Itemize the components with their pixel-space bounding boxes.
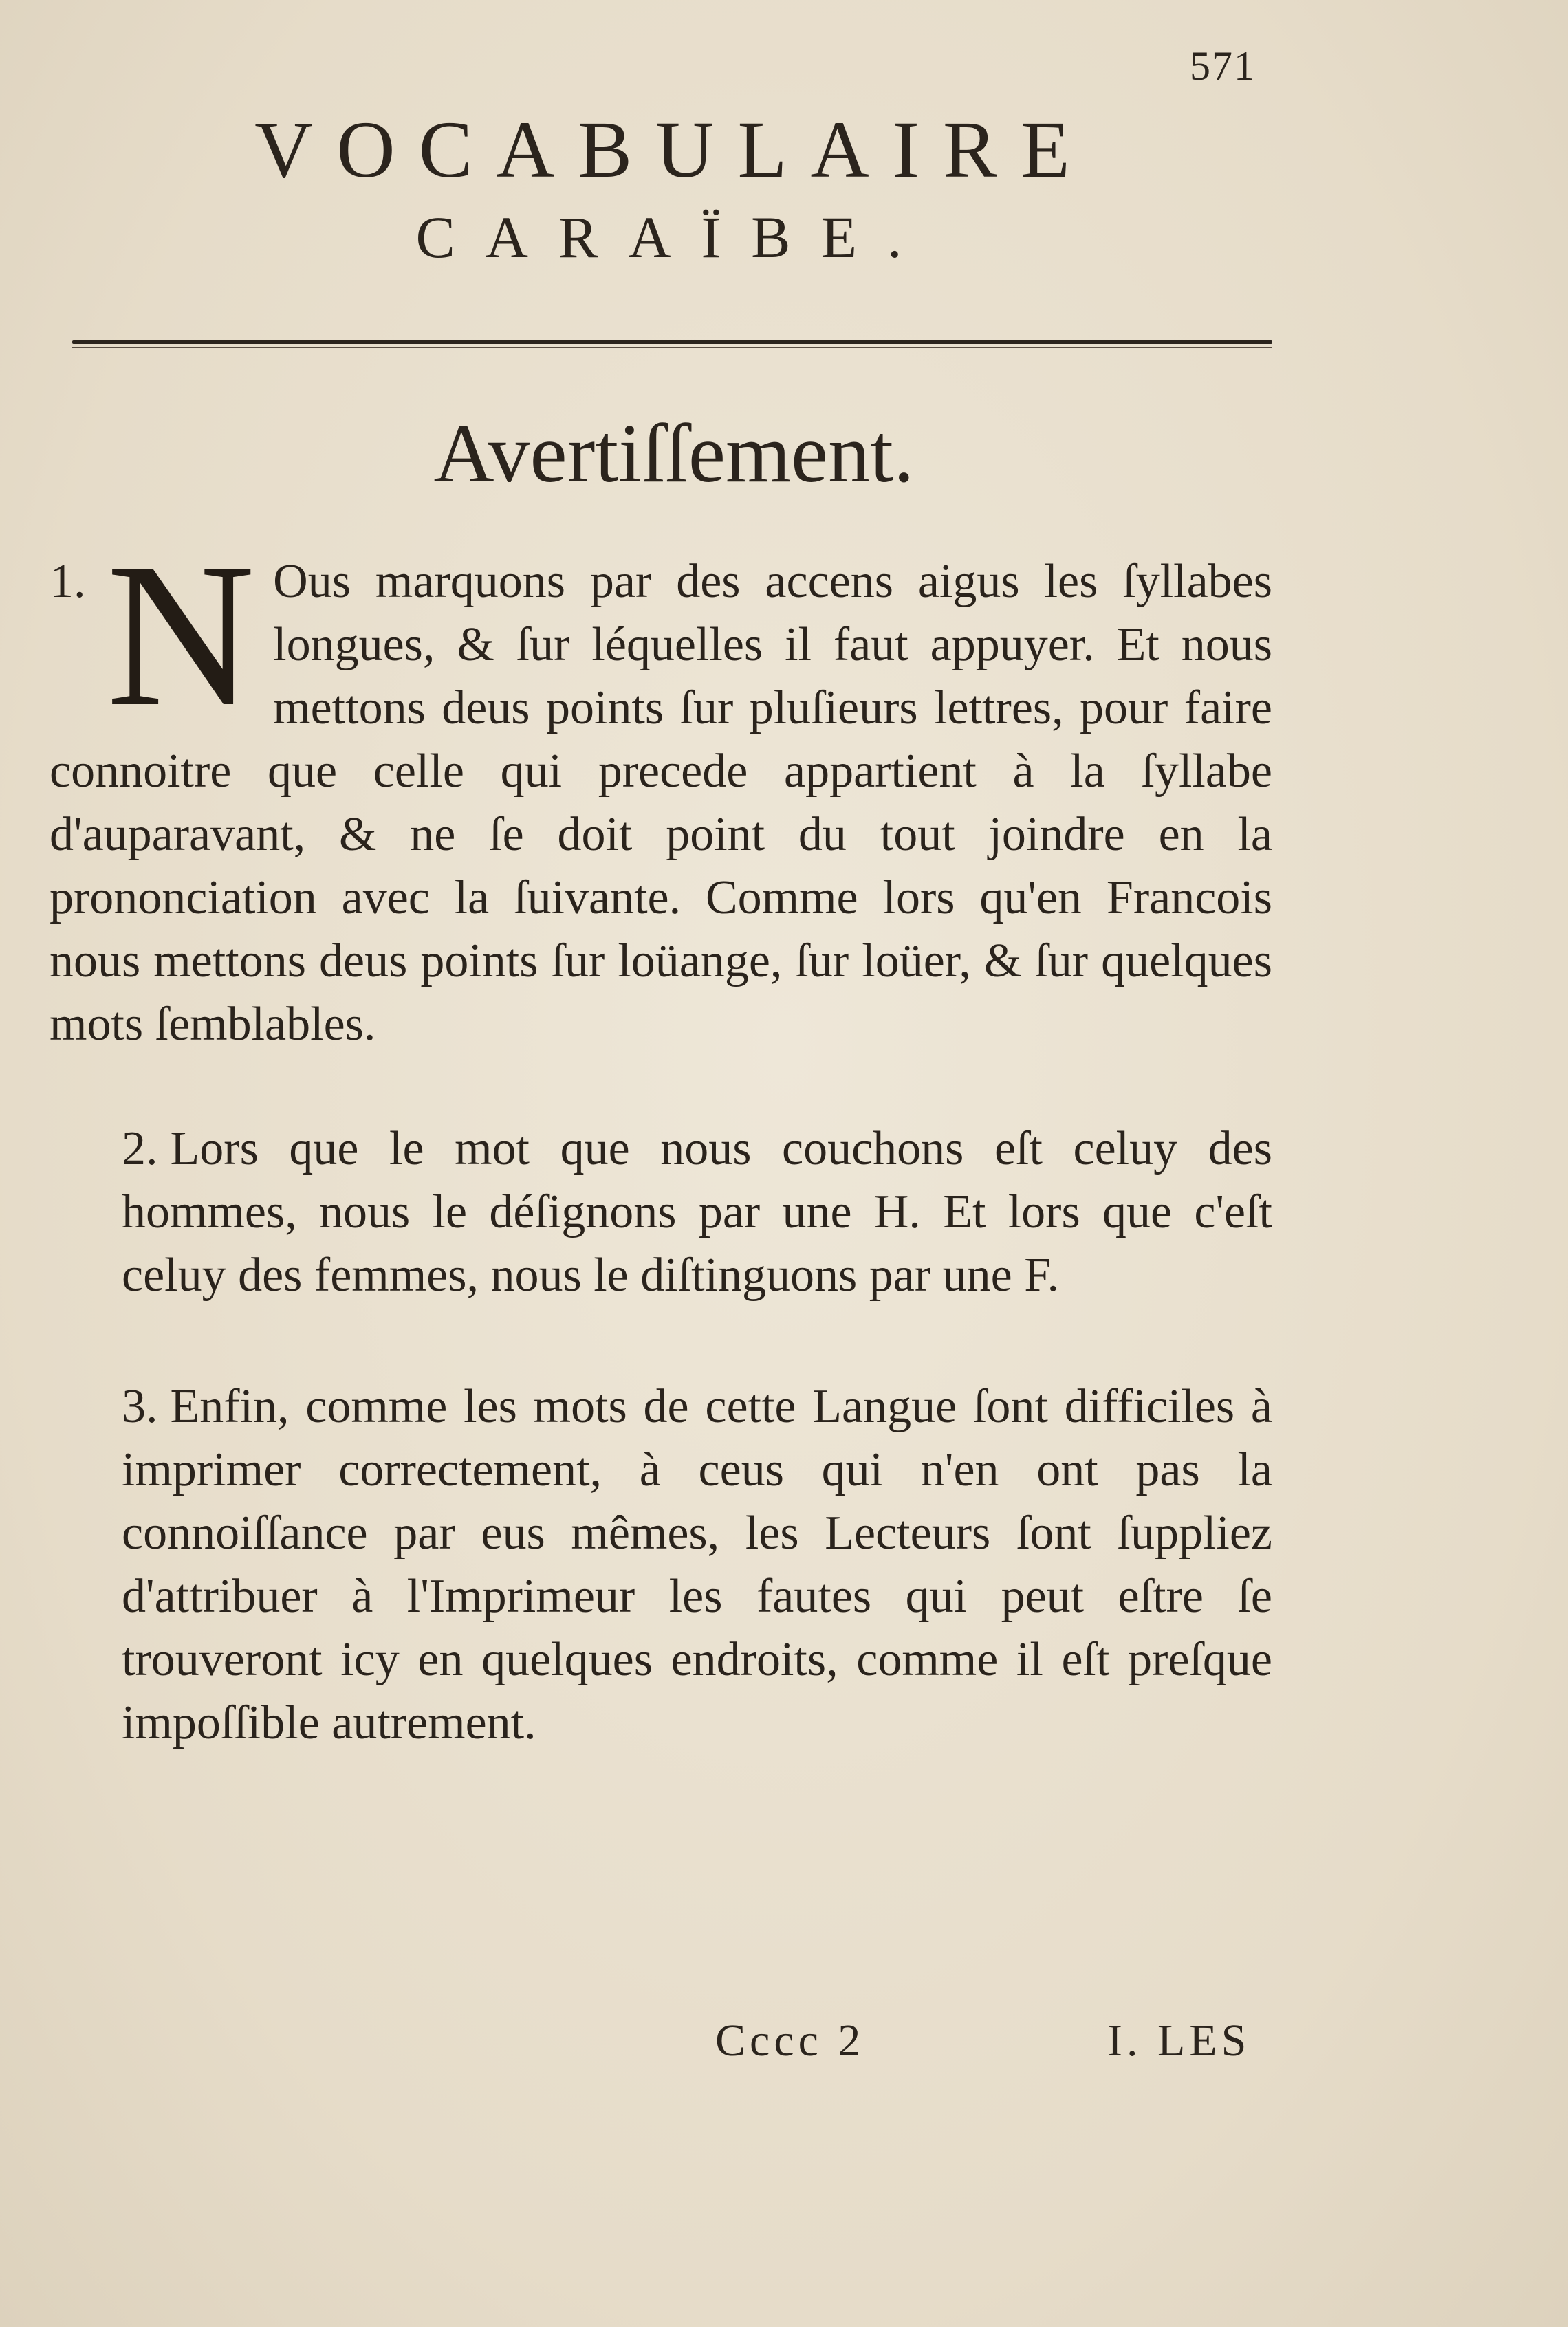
title-rule bbox=[72, 340, 1272, 344]
paragraph-1 bbox=[50, 521, 1272, 1056]
paragraph-2 bbox=[50, 1117, 1272, 1307]
page-title: VOCABULAIRE bbox=[254, 105, 1093, 195]
catchword: I. LES bbox=[1107, 2015, 1251, 2066]
section-heading: Avertiſſement. bbox=[433, 407, 915, 500]
page-subtitle: CARAÏBE. bbox=[415, 204, 933, 270]
paragraph-3-text: Enfin, comme les mots de cette Langue ſont difficiles à imprimer correctement, à ceus qui n'en ont pas la connoiſſance par eus mêmes, les Lecteurs ſont ſuppliez d'attribuer à l'Imprimeur les fautes qui peut eſtre ſe trouveront icy en quelques endroits, comme il eſt preſque impoſſible autrement. bbox=[122, 1380, 1272, 1749]
paragraph-2-number: 2. bbox=[122, 1122, 158, 1175]
paragraph-2-text: Lors que le mot que nous couchons eſt celuy des hommes, nous le déſignons par une H. Et lors que c'eſt celuy des femmes, nous le diſtinguons par une F. bbox=[122, 1122, 1272, 1302]
paragraph-1-text: Ous marquons par des accens aigus les ſyllabes longues, & ſur léquelles il faut appuyer. Et nous mettons deus points ſur pluſieurs lettres, pour faire connoitre que celle qui precede appartient à la ſyllabe d'auparavant, & ne ſe doit point du tout joindre en la prononciation avec la ſuivante. Comme lors qu'en Francois nous mettons deus points ſur loüange, ſur loüer, & ſur quelques mots ſemblables. bbox=[50, 555, 1272, 1051]
paragraph-3-number: 3. bbox=[122, 1380, 158, 1433]
drop-cap: N bbox=[106, 521, 256, 749]
signature-mark: Cccc 2 bbox=[715, 2015, 865, 2066]
paragraph-3 bbox=[50, 1375, 1272, 1755]
paragraph-1-number: 1. bbox=[50, 555, 86, 608]
page-number: 571 bbox=[1190, 43, 1256, 89]
title-rule-thin bbox=[72, 347, 1272, 348]
